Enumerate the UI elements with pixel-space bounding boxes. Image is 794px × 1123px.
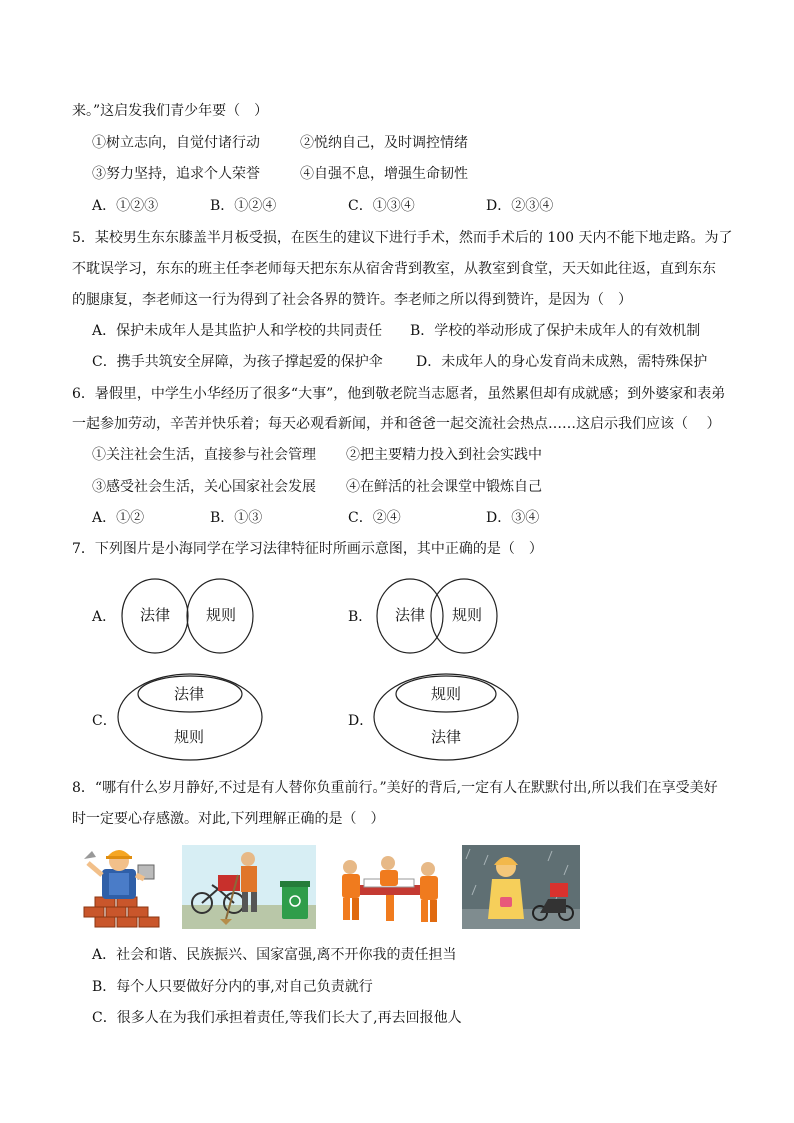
street-cleaner-illustration: [182, 845, 316, 929]
q4-option-3: ③努力坚持，追求个人荣誉: [92, 166, 260, 182]
q6-option-2: ②把主要精力投入到社会实践中: [346, 447, 542, 463]
rescue-workers-illustration: [330, 845, 452, 929]
diagram-c-law-label: 法律: [174, 685, 205, 703]
diagram-a-rule-label: 规则: [206, 606, 237, 624]
q7-diagram-d-rule-inside-law: [374, 674, 524, 764]
q6-choice-c[interactable]: C．②④: [348, 510, 401, 526]
q6-choice-a[interactable]: A．①②: [92, 510, 145, 526]
q8-choice-a[interactable]: A．社会和谐、民族振兴、国家富强,离不开你我的责任担当: [92, 947, 457, 963]
q7-choice-c[interactable]: C．: [92, 713, 117, 729]
q7-choice-b[interactable]: B．: [348, 609, 373, 625]
q8-stem-line-2: 时一定要心存感激。对此,下列理解正确的是（ ）: [72, 811, 385, 827]
q6-stem-line-1: 6．暑假里，中学生小华经历了很多“大事”，他到敬老院当志愿者，虽然累但却有成就感；到外婆家和表弟: [72, 386, 726, 402]
bricklayer-illustration: [76, 845, 172, 929]
q4-choice-d[interactable]: D．②③④: [486, 198, 554, 214]
diagram-b-rule-label: 规则: [452, 606, 483, 624]
diagram-a-law-label: 法律: [140, 606, 171, 624]
q4-choice-b[interactable]: B．①②④: [210, 198, 277, 214]
q5-stem-line-2: 不耽误学习，东东的班主任李老师每天把东东从宿舍背到教室，从教室到食堂，天天如此往返，直到东东: [72, 261, 716, 277]
diagram-d-law-label: 法律: [431, 728, 462, 746]
q4-option-4: ④自强不息，增强生命韧性: [300, 166, 468, 182]
q6-option-1: ①关注社会生活，直接参与社会管理: [92, 447, 316, 463]
q5-choice-d[interactable]: D．未成年人的身心发育尚未成熟，需特殊保护: [416, 354, 708, 370]
q5-stem-line-1: 5．某校男生东东膝盖半月板受损，在医生的建议下进行手术，然而手术后的 100 天内不能下地走路。为了: [72, 230, 733, 246]
q6-stem-line-2: 一起参加劳动，辛苦并快乐着；每天必观看新闻，并和爸爸一起交流社会热点……这启示我们应该（ ）: [72, 416, 721, 432]
diagram-b-law-label: 法律: [395, 606, 426, 624]
q8-choice-c[interactable]: C．很多人在为我们承担着责任,等我们长大了,再去回报他人: [92, 1010, 462, 1026]
q7-choice-d[interactable]: D．: [348, 713, 374, 729]
q7-diagram-b-overlapping-circles: [372, 578, 532, 658]
diagram-d-rule-label: 规则: [431, 685, 462, 703]
q7-stem: 7．下列图片是小海同学在学习法律特征时所画示意图，其中正确的是（ ）: [72, 541, 543, 557]
q6-choice-b[interactable]: B．①③: [210, 510, 263, 526]
q5-choice-c[interactable]: C．携手共筑安全屏障，为孩子撑起爱的保护伞: [92, 354, 383, 370]
q6-choice-d[interactable]: D．③④: [486, 510, 540, 526]
diagram-c-rule-label: 规则: [174, 728, 205, 746]
q7-choice-a[interactable]: A．: [92, 609, 117, 625]
q4-option-1: ①树立志向，自觉付诸行动: [92, 135, 260, 151]
q8-choice-b[interactable]: B．每个人只要做好分内的事,对自己负责就行: [92, 979, 373, 995]
q6-option-4: ④在鲜活的社会课堂中锻炼自己: [346, 479, 542, 495]
q8-stem-line-1: 8．“哪有什么岁月静好,不过是有人替你负重前行。”美好的背后,一定有人在默默付出,所以我们在享受美好: [72, 780, 718, 796]
q7-diagram-a-separate-circles: [118, 578, 278, 658]
q4-choice-c[interactable]: C．①③④: [348, 198, 415, 214]
q5-stem-line-3: 的腿康复，李老师这一行为得到了社会各界的赞许。李老师之所以得到赞许，是因为（ ）: [72, 292, 632, 308]
q7-diagram-c-law-inside-rule: [116, 674, 266, 764]
q6-option-3: ③感受社会生活，关心国家社会发展: [92, 479, 316, 495]
q4-choice-a[interactable]: A．①②③: [92, 198, 159, 214]
delivery-rider-rain-illustration: [462, 845, 580, 929]
q4-stem-tail: 来。”这启发我们青少年要（ ）: [72, 103, 269, 119]
q5-choice-a[interactable]: A．保护未成年人是其监护人和学校的共同责任: [92, 323, 383, 339]
q5-choice-b[interactable]: B．学校的举动形成了保护未成年人的有效机制: [410, 323, 701, 339]
q4-option-2: ②悦纳自己，及时调控情绪: [300, 135, 468, 151]
